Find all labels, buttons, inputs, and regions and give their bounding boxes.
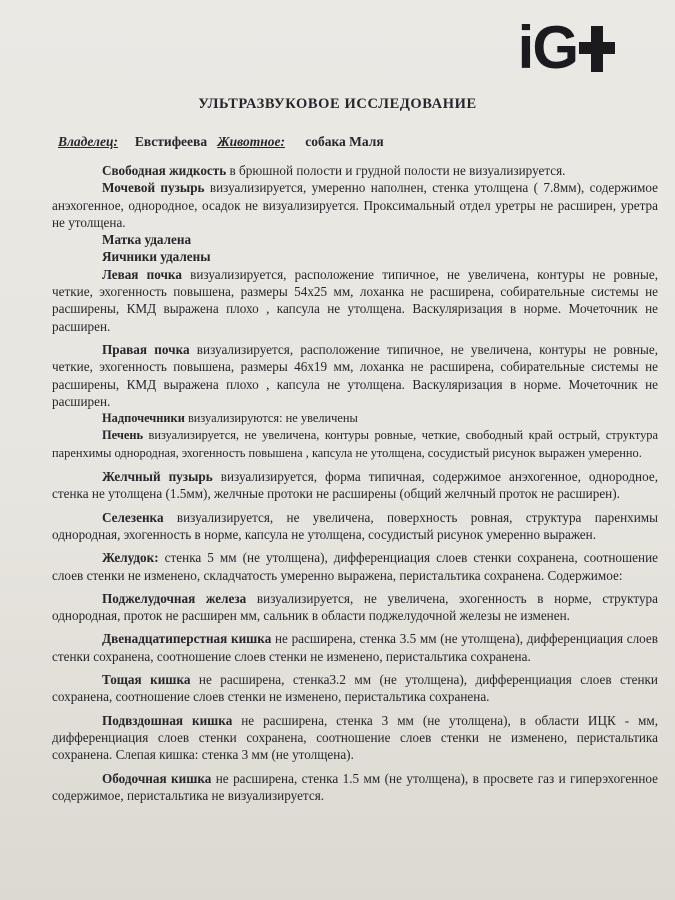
section-text: визуализируется, не увеличена, контуры ровные, четкие, свободный край острый, структура паренхимы однородная, эхогенность повышена , капсула не утолщена, сосудистый рисунок выражен умеренно. — [52, 428, 658, 460]
section-term: Поджелудочная железа — [102, 590, 247, 606]
section-free-fluid — [52, 162, 658, 179]
section-term: Селезенка — [102, 509, 164, 525]
section-text: в брюшной полости и грудной полости не визуализируется. — [226, 163, 566, 178]
cross-icon — [579, 26, 615, 72]
owner-name: Евстифеева — [134, 134, 208, 149]
section-bladder — [52, 179, 658, 231]
section-text: визуализируется, форма типичная, содержимое анэхогенное, однородное, стенка не утолщена (1.5мм), желчные протоки не расширены (общий желчный проток не расширен). — [52, 469, 658, 502]
section-term: Печень — [102, 428, 144, 443]
section-spleen — [52, 509, 658, 544]
section-text: не расширена, стенка 1.5 мм (не утолщена), в просвете газ и гиперэхогенное содержимое, перистальтика не визуализируется. — [52, 770, 658, 803]
section-right-kidney — [52, 341, 658, 410]
section-uterus: Матка удалена — [102, 232, 192, 248]
section-stomach — [52, 549, 658, 584]
section-term: Ободочная кишка — [102, 770, 212, 786]
section-colon — [52, 770, 658, 805]
section-ovaries: Яичники удалены — [102, 249, 211, 265]
section-term: Надпочечники — [102, 411, 185, 426]
section-text: не расширена, стенка3.2 мм (не утолщена), дифференциация слоев стенки сохранена, соотношение слоев стенки не изменено, перистальтика сохранена. — [52, 672, 658, 705]
section-text: визуализируется, расположение типичное, не увеличена, контуры не ровные, четкие, эхогенность повышена, размеры 46х19 мм, лоханка не расширена, собирательные системы не расширены, КМД выражена плохо , капсула не утолщена. Васкуляризация в норме. Мочеточник не расширен. — [52, 341, 658, 409]
section-text: не расширена, стенка 3.5 мм (не утолщена), дифференциация слоев стенки сохранена, соотношение слоев стенки не изменено, перистальтика сохранена. — [52, 631, 658, 664]
section-text: стенка 5 мм (не утолщена), дифференциация слоев стенки сохранена, соотношение слоев стенки не изменено, складчатость умеренно выражена, перистальтика сохранена. Содержимое: — [52, 550, 658, 583]
section-term: Двенадцатиперстная кишка — [102, 631, 272, 647]
section-term: Подвздошная кишка — [102, 712, 233, 728]
report-body — [52, 162, 658, 804]
section-text: не расширена, стенка 3 мм (не утолщена), в области ИЦК - мм, дифференциация слоев стенки сохранена, соотношение слоев стенки не изменено, перистальтика сохранена. Слепая кишка: стенка 3 мм (не утолщена). — [52, 712, 659, 763]
section-term: Тощая кишка — [102, 672, 191, 688]
section-term: Мочевой пузырь — [102, 180, 205, 196]
section-term: Свободная жидкость — [102, 163, 227, 178]
section-term: Левая почка — [102, 266, 182, 282]
animal-value: собака Маля — [305, 134, 384, 149]
owner-line — [58, 134, 658, 150]
section-pancreas — [52, 590, 658, 625]
section-jejunum — [52, 671, 658, 706]
animal-label: Животное: — [217, 134, 285, 149]
section-left-kidney — [52, 266, 658, 335]
section-gallbladder — [52, 468, 658, 503]
section-term: Желчный пузырь — [102, 469, 213, 485]
section-text: визуализируется, умеренно наполнен, стенка утолщена ( 7.8мм), содержимое анэхогенное, однородное, осадок не визуализируется. Проксимальный отдел уретры не расширен, уретра не утолщена. — [52, 180, 658, 230]
section-text: визуализируется, не увеличена, эхогенность в норме, структура однородная, проток не расширен мм, сальник в области поджелудочной железы не изменен. — [52, 590, 659, 624]
section-duodenum — [52, 630, 658, 665]
section-text: визуализируются: не увеличены — [184, 411, 358, 426]
owner-label: Владелец: — [58, 134, 118, 149]
document-title: УЛЬТРАЗВУКОВОЕ ИССЛЕДОВАНИЕ — [198, 96, 477, 112]
section-liver — [52, 427, 658, 462]
clinic-logo — [517, 8, 615, 81]
section-ileum — [52, 712, 658, 764]
section-term: Желудок: — [102, 550, 159, 566]
logo-text: iG — [517, 14, 577, 81]
section-text: визуализируется, не увеличена, поверхность ровная, структура паренхимы однородная, эхогенность в норме, капсула не утолщена, сосудистый рисунок умеренно выражен. — [52, 509, 658, 542]
section-adrenals — [52, 410, 658, 427]
section-text: визуализируется, расположение типичное, не увеличена, контуры не ровные, четкие, эхогенность повышена, размеры 54х25 мм, лоханка не расширена, собирательные системы не расширены, КМД выражена плохо , капсула не утолщена. Васкуляризация в норме. Мочеточник не расширен. — [52, 266, 658, 334]
section-term: Правая почка — [102, 341, 190, 357]
